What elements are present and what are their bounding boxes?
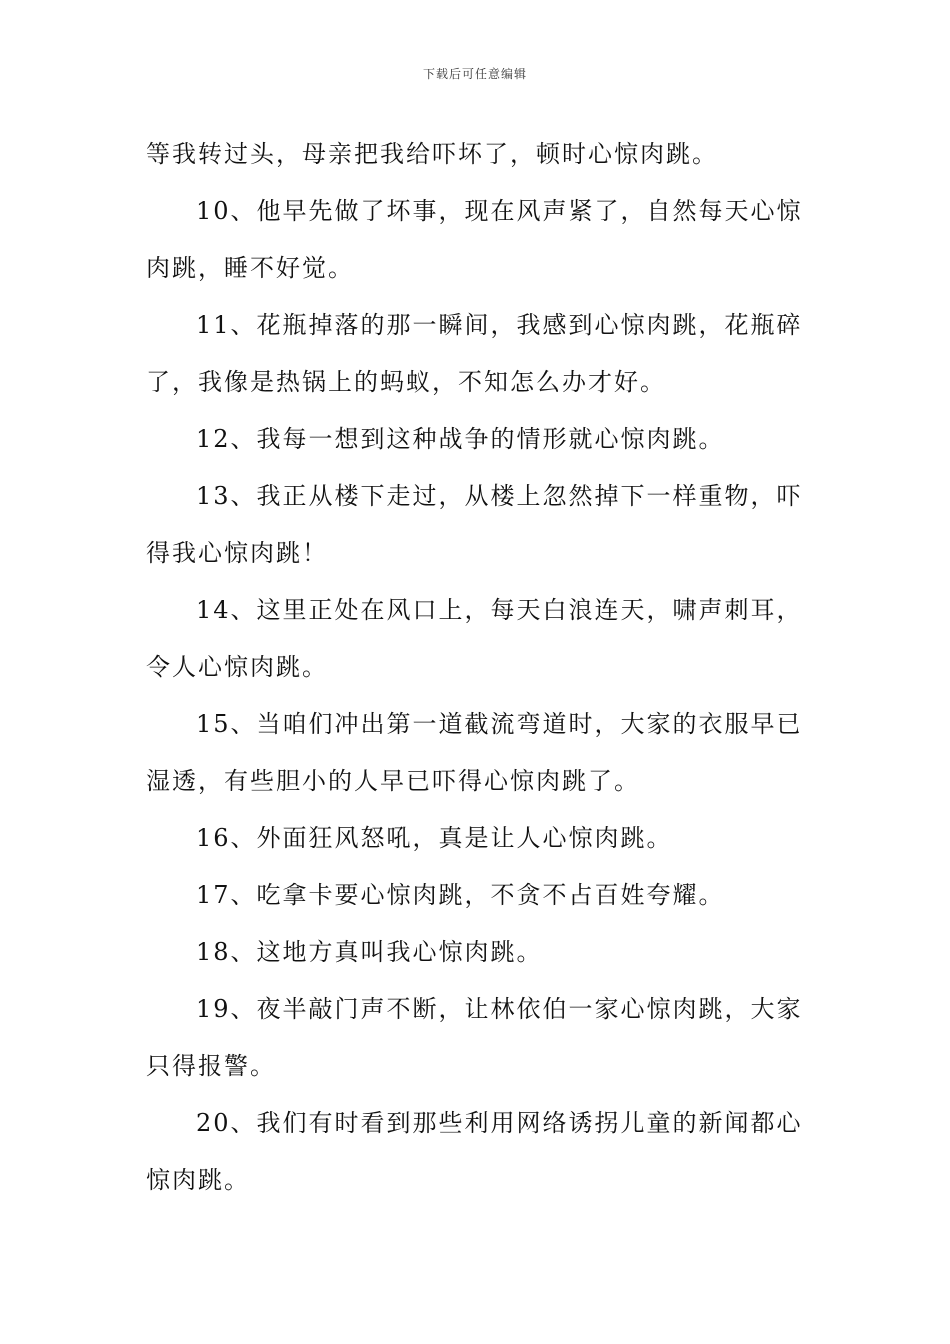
- paragraph-item-10: 10、他早先做了坏事，现在风声紧了，自然每天心惊肉跳，睡不好觉。: [146, 197, 803, 282]
- paragraph-item-14: 14、这里正处在风口上，每天白浪连天，啸声刺耳，令人心惊肉跳。: [146, 596, 803, 681]
- paragraph-continuation: 等我转过头，母亲把我给吓坏了，顿时心惊肉跳。: [146, 140, 718, 168]
- paragraph-item-17: 17、吃拿卡要心惊肉跳，不贪不占百姓夸耀。: [196, 881, 725, 909]
- document-body: [146, 126, 808, 1209]
- paragraph-item-11: 11、花瓶掉落的那一瞬间，我感到心惊肉跳，花瓶碎了，我像是热锅上的蚂蚁，不知怎么办才好。: [146, 311, 803, 396]
- paragraph-item-12: 12、我每一想到这种战争的情形就心惊肉跳。: [196, 425, 725, 453]
- paragraph-item-13: 13、我正从楼下走过，从楼上忽然掉下一样重物，吓得我心惊肉跳！: [146, 482, 803, 567]
- paragraph-item-16: 16、外面狂风怒吼，真是让人心惊肉跳。: [196, 824, 673, 852]
- paragraph-item-15: 15、当咱们冲出第一道截流弯道时，大家的衣服早已湿透，有些胆小的人早已吓得心惊肉跳了。: [146, 710, 803, 795]
- paragraph-item-18: 18、这地方真叫我心惊肉跳。: [196, 938, 543, 966]
- page-header-note: 下载后可任意编辑: [422, 67, 527, 81]
- paragraph-item-20: 20、我们有时看到那些利用网络诱拐儿童的新闻都心惊肉跳。: [146, 1109, 803, 1194]
- paragraph-item-19: 19、夜半敲门声不断，让林依伯一家心惊肉跳，大家只得报警。: [146, 995, 803, 1080]
